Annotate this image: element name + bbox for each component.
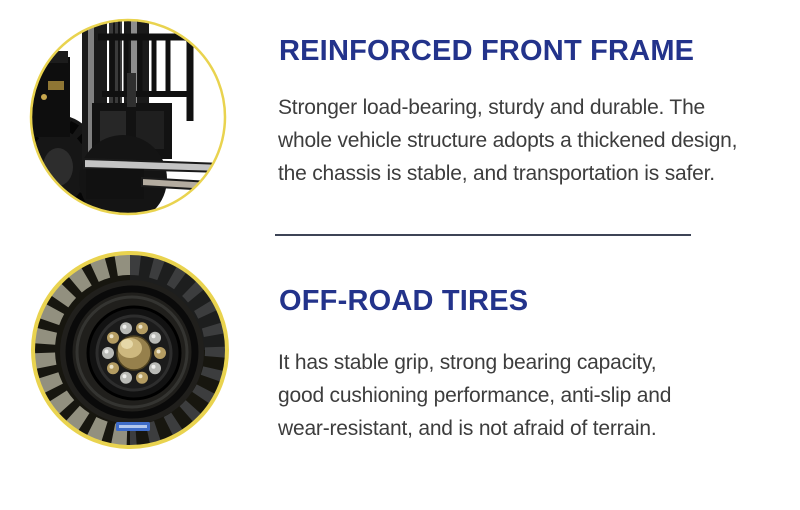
body-line: Stronger load-bearing, sturdy and durable. The [278,96,706,119]
forklift-front-frame-illustration [28,17,228,217]
section-divider [275,234,691,236]
section-heading-front-frame: REINFORCED FRONT FRAME [279,35,695,67]
body-line: It has stable grip, strong bearing capacity, [278,351,657,374]
section-body-front-frame [278,91,737,190]
off-road-tire-illustration [30,250,230,450]
section-heading-off-road-tires: OFF-ROAD TIRES [279,285,529,317]
body-line: the chassis is stable, and transportation is safer. [278,162,715,185]
body-line: good cushioning performance, anti-slip and [278,384,672,407]
off-road-tire-photo [30,250,230,450]
body-line: wear-resistant, and is not afraid of terrain. [278,417,657,440]
section-body-off-road-tires [278,346,671,445]
body-line: whole vehicle structure adopts a thickened design, [278,129,738,152]
front-frame-photo [28,17,228,217]
